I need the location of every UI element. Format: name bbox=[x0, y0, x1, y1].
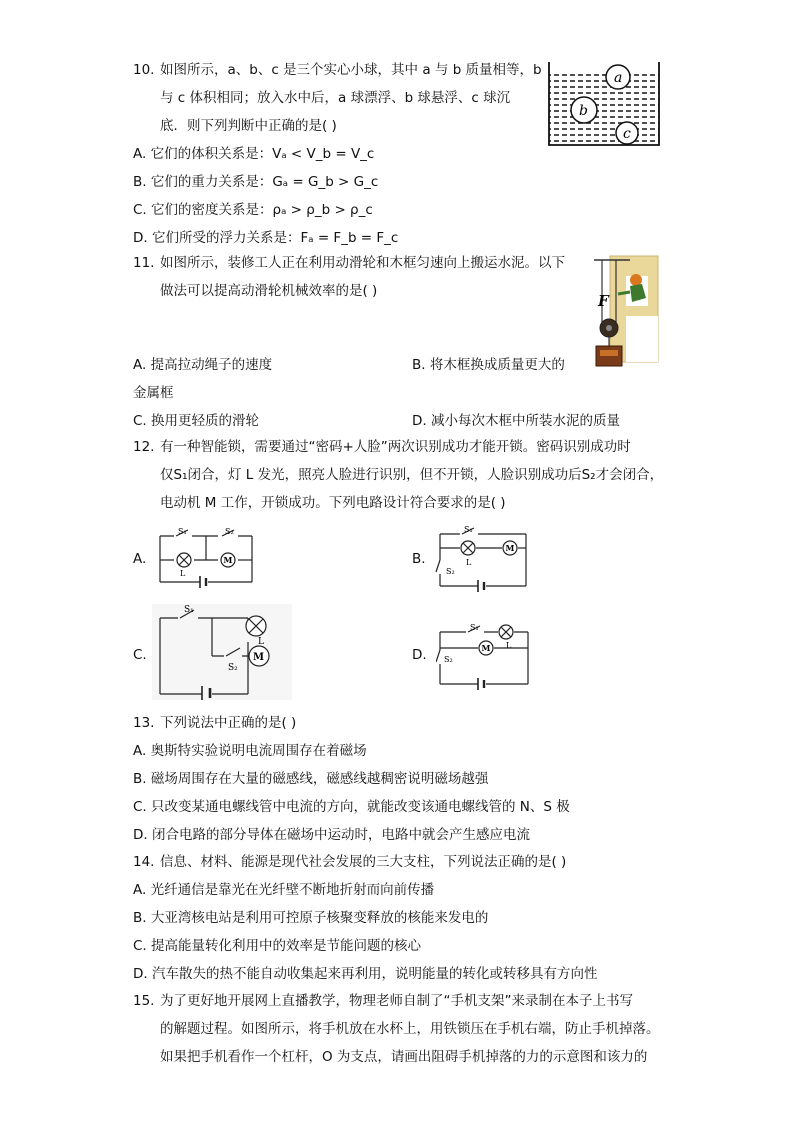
q14-stem: 信息、材料、能源是现代社会发展的三大支柱，下列说法正确的是( ) bbox=[160, 854, 567, 870]
q10-figure-water-tank bbox=[546, 60, 662, 148]
motor-label: M bbox=[481, 643, 491, 653]
switch-s2-label: S₂ bbox=[228, 663, 238, 673]
q15-stem-line-3: 如果把手机看作一个杠杆，O 为支点，请画出阻碍手机掉落的力的示意图和该力的 bbox=[160, 1049, 648, 1065]
q14-option-d: D. 汽车散失的热不能自动收集起来再利用，说明能量的转化或转移具有方向性 bbox=[133, 966, 598, 982]
switch-s1-label: S₁ bbox=[470, 623, 479, 632]
q12-stem-line-3: 电动机 M 工作，开锁成功。下列电路设计符合要求的是( ) bbox=[160, 495, 506, 511]
switch-s2-label: S₂ bbox=[225, 527, 234, 536]
q11-figure-pulley-worker bbox=[590, 254, 660, 370]
q10-stem-line-3: 底．则下列判断中正确的是( ) bbox=[160, 118, 337, 134]
switch-s1-label: S₁ bbox=[464, 525, 473, 534]
ball-a-label: a bbox=[614, 70, 623, 86]
q10-number: 10. bbox=[133, 62, 155, 78]
q13-option-b: B. 磁场周围存在大量的磁感线，磁感线越稠密说明磁场越强 bbox=[133, 771, 489, 787]
q14-option-b: B. 大亚湾核电站是利用可控原子核聚变释放的核能来发电的 bbox=[133, 910, 489, 926]
q12-option-d-label: D. bbox=[412, 647, 427, 663]
ball-c-label: c bbox=[623, 126, 631, 142]
q10-option-c: C. 它们的密度关系是：ρₐ > ρ_b > ρ_c bbox=[133, 202, 373, 218]
circuit-d bbox=[436, 620, 532, 692]
q12-stem-line-2: 仅S₁闭合，灯 L 发光，照亮人脸进行识别，但不开锁，人脸识别成功后S₂才会闭合， bbox=[160, 467, 664, 483]
lamp-label: L bbox=[180, 569, 186, 578]
switch-s1-label: S₁ bbox=[178, 527, 187, 536]
q13-number: 13. bbox=[133, 715, 155, 731]
q12-option-b-label: B. bbox=[412, 551, 426, 567]
q14-number: 14. bbox=[133, 854, 155, 870]
switch-s2-label: S₂ bbox=[444, 655, 453, 664]
ball-b-label: b bbox=[579, 103, 588, 119]
q13-option-d: D. 闭合电路的部分导体在磁场中运动时，电路中就会产生感应电流 bbox=[133, 827, 530, 843]
q11-stem-line-2: 做法可以提高动滑轮机械效率的是( ) bbox=[160, 283, 378, 299]
switch-s2-label: S₂ bbox=[446, 567, 455, 576]
q11-number: 11. bbox=[133, 255, 155, 271]
q13-stem: 下列说法中正确的是( ) bbox=[160, 715, 297, 731]
q10-stem-line-2: 与 c 体积相同；放入水中后，a 球漂浮、b 球悬浮、c 球沉 bbox=[160, 90, 511, 106]
lamp-label: L bbox=[466, 558, 472, 567]
q11-option-c: C. 换用更轻质的滑轮 bbox=[133, 413, 260, 429]
circuit-c bbox=[152, 604, 292, 700]
q12-option-a-label: A. bbox=[133, 551, 147, 567]
q12-option-c-label: C. bbox=[133, 647, 147, 663]
q15-number: 15. bbox=[133, 993, 155, 1009]
q11-option-a: A. 提高拉动绳子的速度 bbox=[133, 357, 273, 373]
q12-stem-line-1: 有一种智能锁，需要通过“密码+人脸”两次识别成功才能开锁。密码识别成功时 bbox=[160, 439, 631, 455]
q11-option-d: D. 减小每次木框中所装水泥的质量 bbox=[412, 413, 620, 429]
force-label: F bbox=[598, 292, 609, 310]
circuit-a bbox=[156, 526, 256, 590]
q12-number: 12. bbox=[133, 439, 155, 455]
q10-option-b: B. 它们的重力关系是：Gₐ = G_b > G_c bbox=[133, 174, 379, 190]
motor-label: M bbox=[253, 652, 265, 663]
lamp-label: L bbox=[258, 637, 264, 647]
q14-option-a: A. 光纤通信是靠光在光纤壁不断地折射而向前传播 bbox=[133, 882, 435, 898]
q11-stem-line-1: 如图所示，装修工人正在利用动滑轮和木框匀速向上搬运水泥。以下 bbox=[160, 255, 565, 271]
switch-s1-label: S₁ bbox=[184, 605, 194, 615]
circuit-b bbox=[434, 524, 532, 592]
q10-stem-line-1: 如图所示，a、b、c 是三个实心小球，其中 a 与 b 质量相等，b bbox=[160, 62, 542, 78]
lamp-label: L bbox=[506, 641, 512, 650]
q15-stem-line-1: 为了更好地开展网上直播教学，物理老师自制了“手机支架”来录制在本子上书写 bbox=[160, 993, 633, 1009]
motor-label: M bbox=[505, 543, 515, 553]
q11-option-b-continued: 金属框 bbox=[133, 385, 174, 401]
q10-option-a: A. 它们的体积关系是：Vₐ < V_b = V_c bbox=[133, 146, 375, 162]
q11-option-b: B. 将木框换成质量更大的 bbox=[412, 357, 565, 373]
q13-option-c: C. 只改变某通电螺线管中电流的方向，就能改变该通电螺线管的 N、S 极 bbox=[133, 799, 570, 815]
q10-option-d: D. 它们所受的浮力关系是：Fₐ = F_b = F_c bbox=[133, 230, 399, 246]
q13-option-a: A. 奥斯特实验说明电流周围存在着磁场 bbox=[133, 743, 367, 759]
q15-stem-line-2: 的解题过程。如图所示，将手机放在水杯上，用铁锁压在手机右端，防止手机掉落。 bbox=[160, 1021, 660, 1037]
motor-label: M bbox=[223, 555, 233, 565]
q14-option-c: C. 提高能量转化利用中的效率是节能问题的核心 bbox=[133, 938, 422, 954]
